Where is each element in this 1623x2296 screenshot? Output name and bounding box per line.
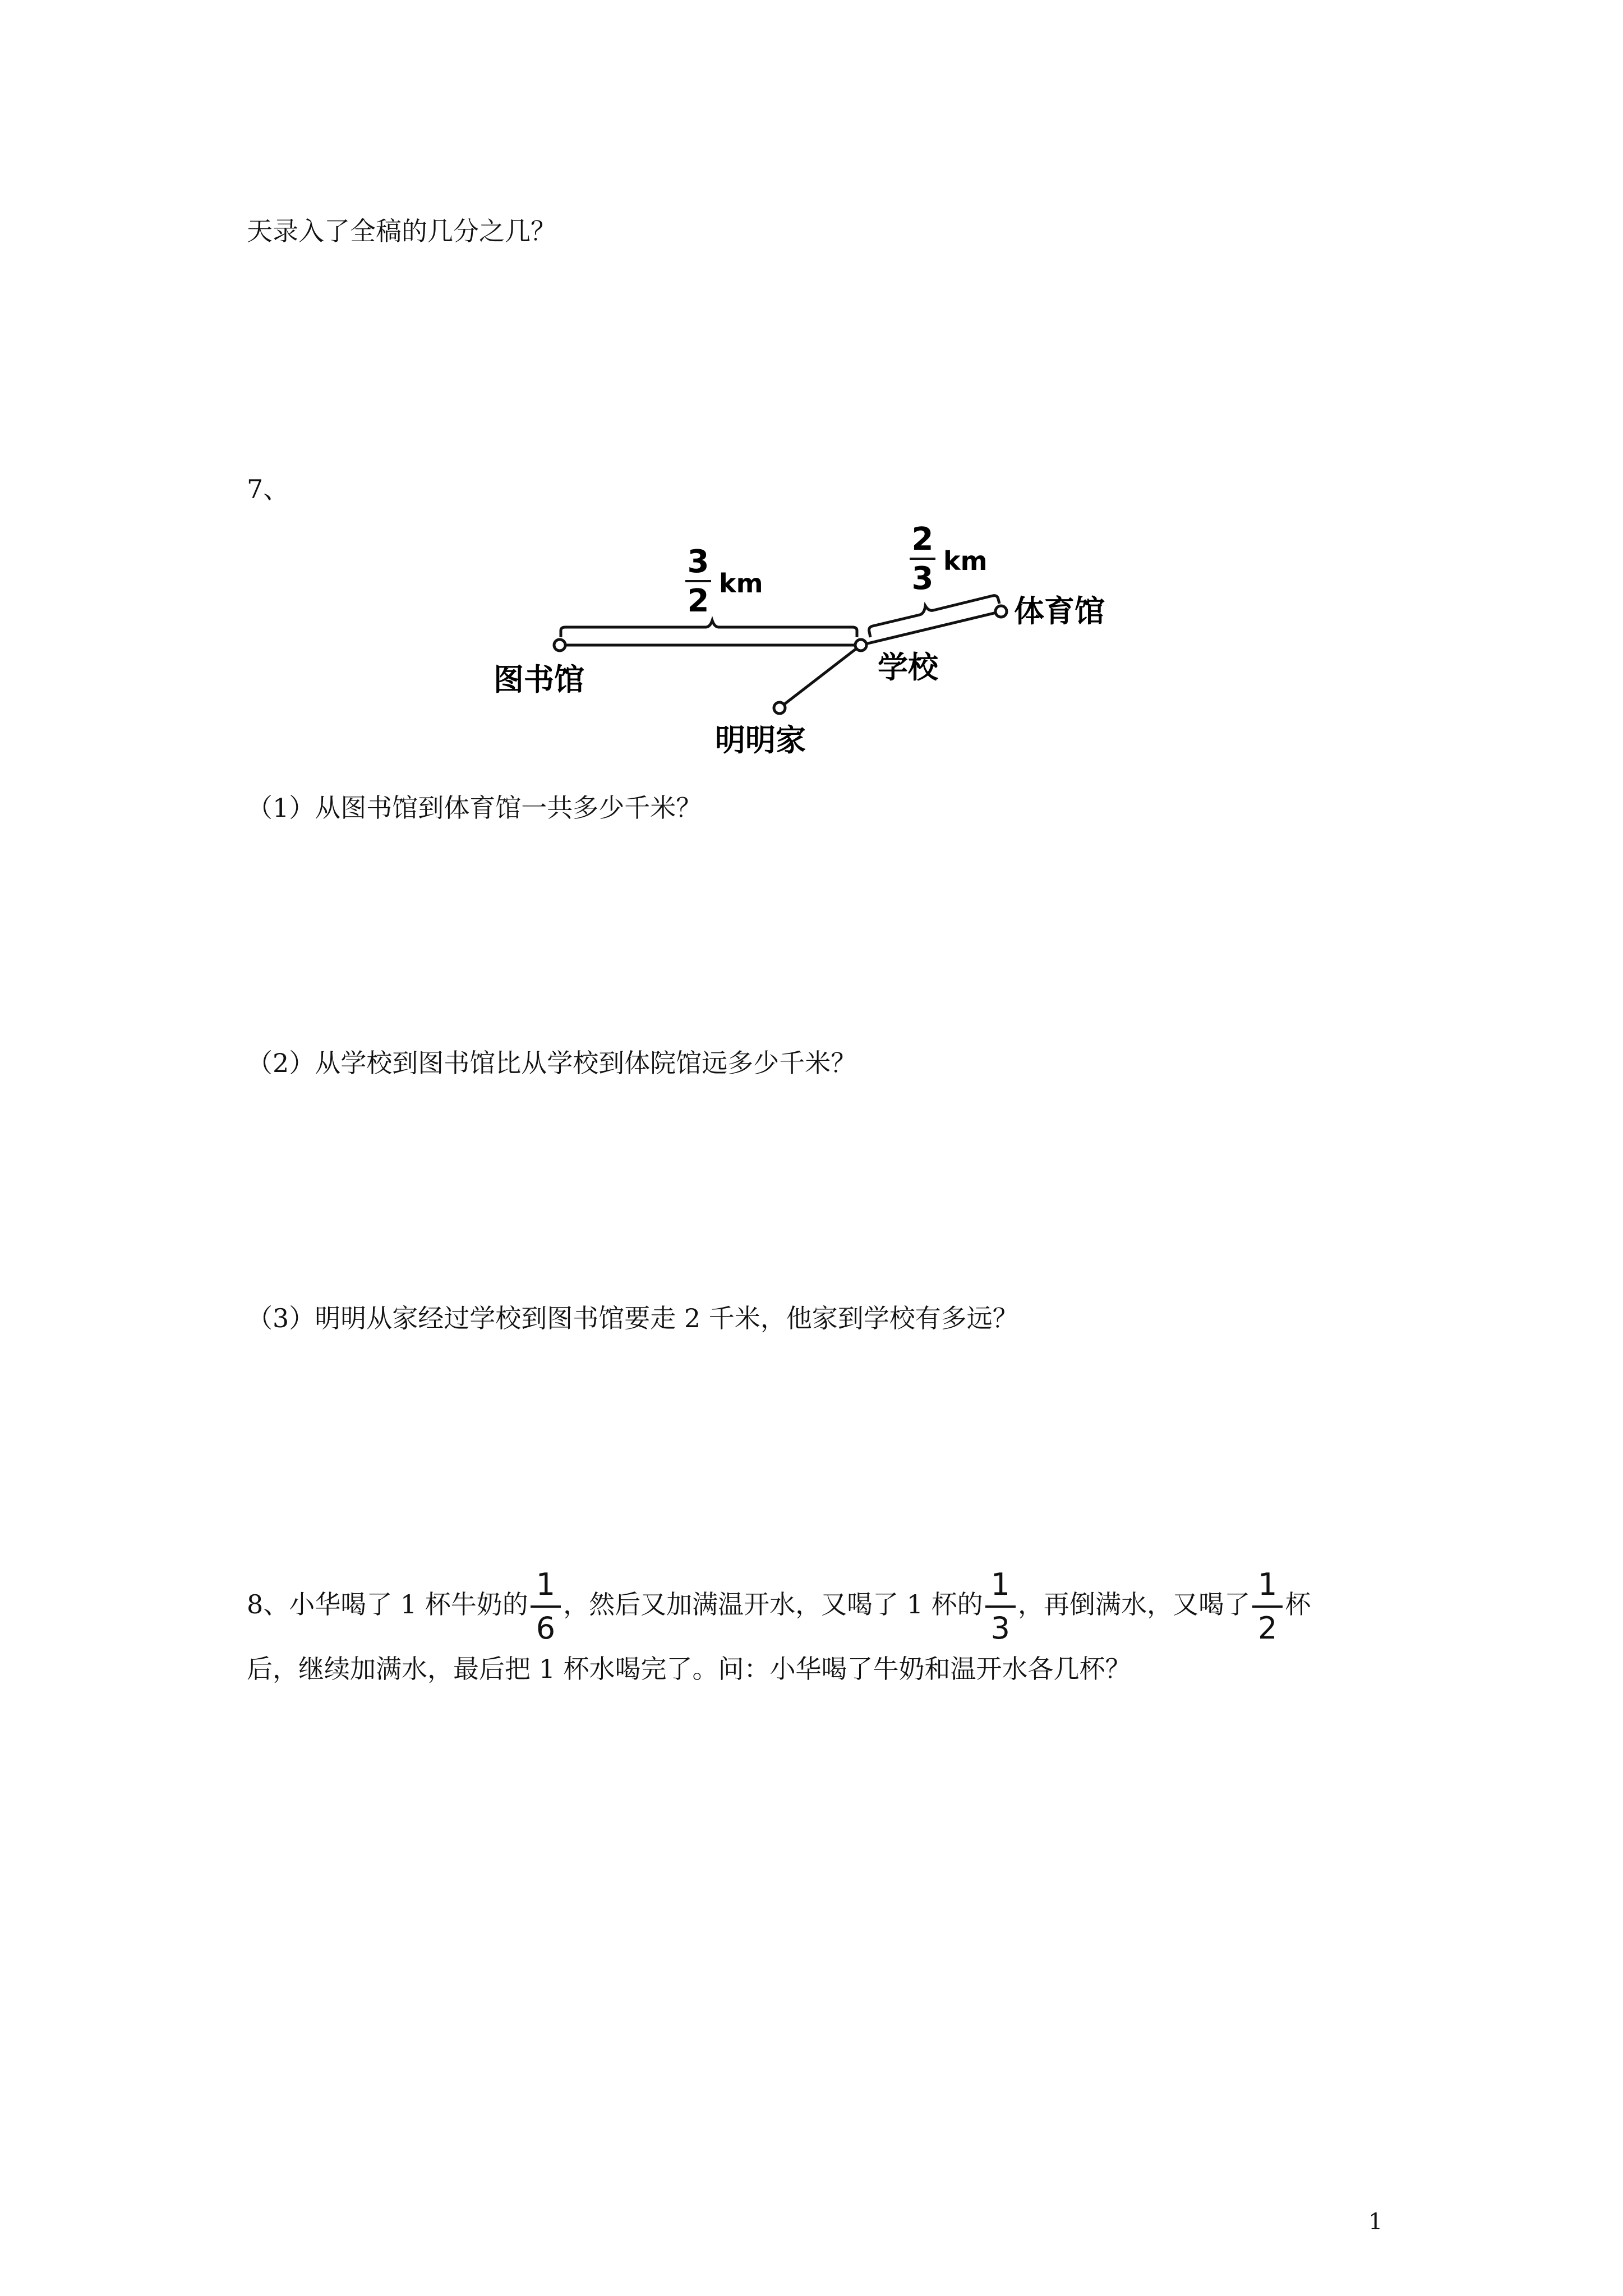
problem-7-number: 7、 bbox=[247, 474, 289, 504]
school-stadium-road bbox=[861, 611, 1001, 645]
problem-8-line-1 bbox=[247, 1548, 1311, 1660]
problem-8-text-part-4: 杯 bbox=[1285, 1589, 1311, 1619]
school-label: 学校 bbox=[878, 650, 938, 685]
fraction-one-third bbox=[985, 1566, 1016, 1647]
fraction-denominator: 6 bbox=[536, 1611, 556, 1646]
right-distance-unit: km bbox=[943, 546, 988, 576]
problem-8-text-part-3: ，再倒满水，又喝了 bbox=[1018, 1589, 1251, 1619]
right-fraction-denominator: 3 bbox=[911, 560, 934, 597]
right-fraction-numerator: 2 bbox=[911, 522, 934, 558]
problem-8-text-part-1: 8、小华喝了 1 杯牛奶的 bbox=[247, 1589, 528, 1619]
library-label: 图书馆 bbox=[494, 662, 584, 697]
problem-7-question-3: （3）明明从家经过学校到图书馆要走 2 千米，他家到学校有多远？ bbox=[247, 1303, 1018, 1333]
home-point bbox=[774, 702, 785, 714]
route-diagram bbox=[477, 522, 1161, 769]
home-label: 明明家 bbox=[715, 723, 806, 758]
school-home-road bbox=[780, 645, 861, 708]
left-fraction-numerator: 3 bbox=[687, 544, 709, 580]
left-distance-brace bbox=[561, 620, 857, 637]
fraction-one-half bbox=[1252, 1566, 1283, 1647]
fraction-denominator: 2 bbox=[1258, 1611, 1278, 1646]
fraction-denominator: 3 bbox=[990, 1611, 1011, 1646]
fraction-numerator: 1 bbox=[985, 1566, 1016, 1608]
stadium-point bbox=[995, 606, 1007, 617]
fraction-numerator: 1 bbox=[1252, 1566, 1283, 1608]
left-fraction-denominator: 2 bbox=[687, 583, 709, 619]
stadium-label: 体育馆 bbox=[1014, 593, 1105, 629]
problem-7-question-1: （1）从图书馆到体育馆一共多少千米？ bbox=[247, 793, 702, 823]
fraction-one-sixth bbox=[531, 1566, 561, 1647]
fraction-numerator: 1 bbox=[531, 1566, 561, 1608]
problem-7-question-2: （2）从学校到图书馆比从学校到体院馆远多少千米？ bbox=[247, 1048, 857, 1078]
left-distance-unit: km bbox=[719, 568, 763, 599]
school-point bbox=[855, 639, 866, 651]
continued-question-text: 天录入了全稿的几分之几？ bbox=[247, 216, 556, 246]
page-number: 1 bbox=[1368, 2209, 1383, 2235]
library-point bbox=[554, 639, 565, 651]
problem-8-text-part-2: ，然后又加满温开水，又喝了 1 杯的 bbox=[563, 1589, 983, 1619]
problem-8-line-2: 后，继续加满水，最后把 1 杯水喝完了。问：小华喝了牛奶和温开水各几杯？ bbox=[247, 1654, 1131, 1684]
